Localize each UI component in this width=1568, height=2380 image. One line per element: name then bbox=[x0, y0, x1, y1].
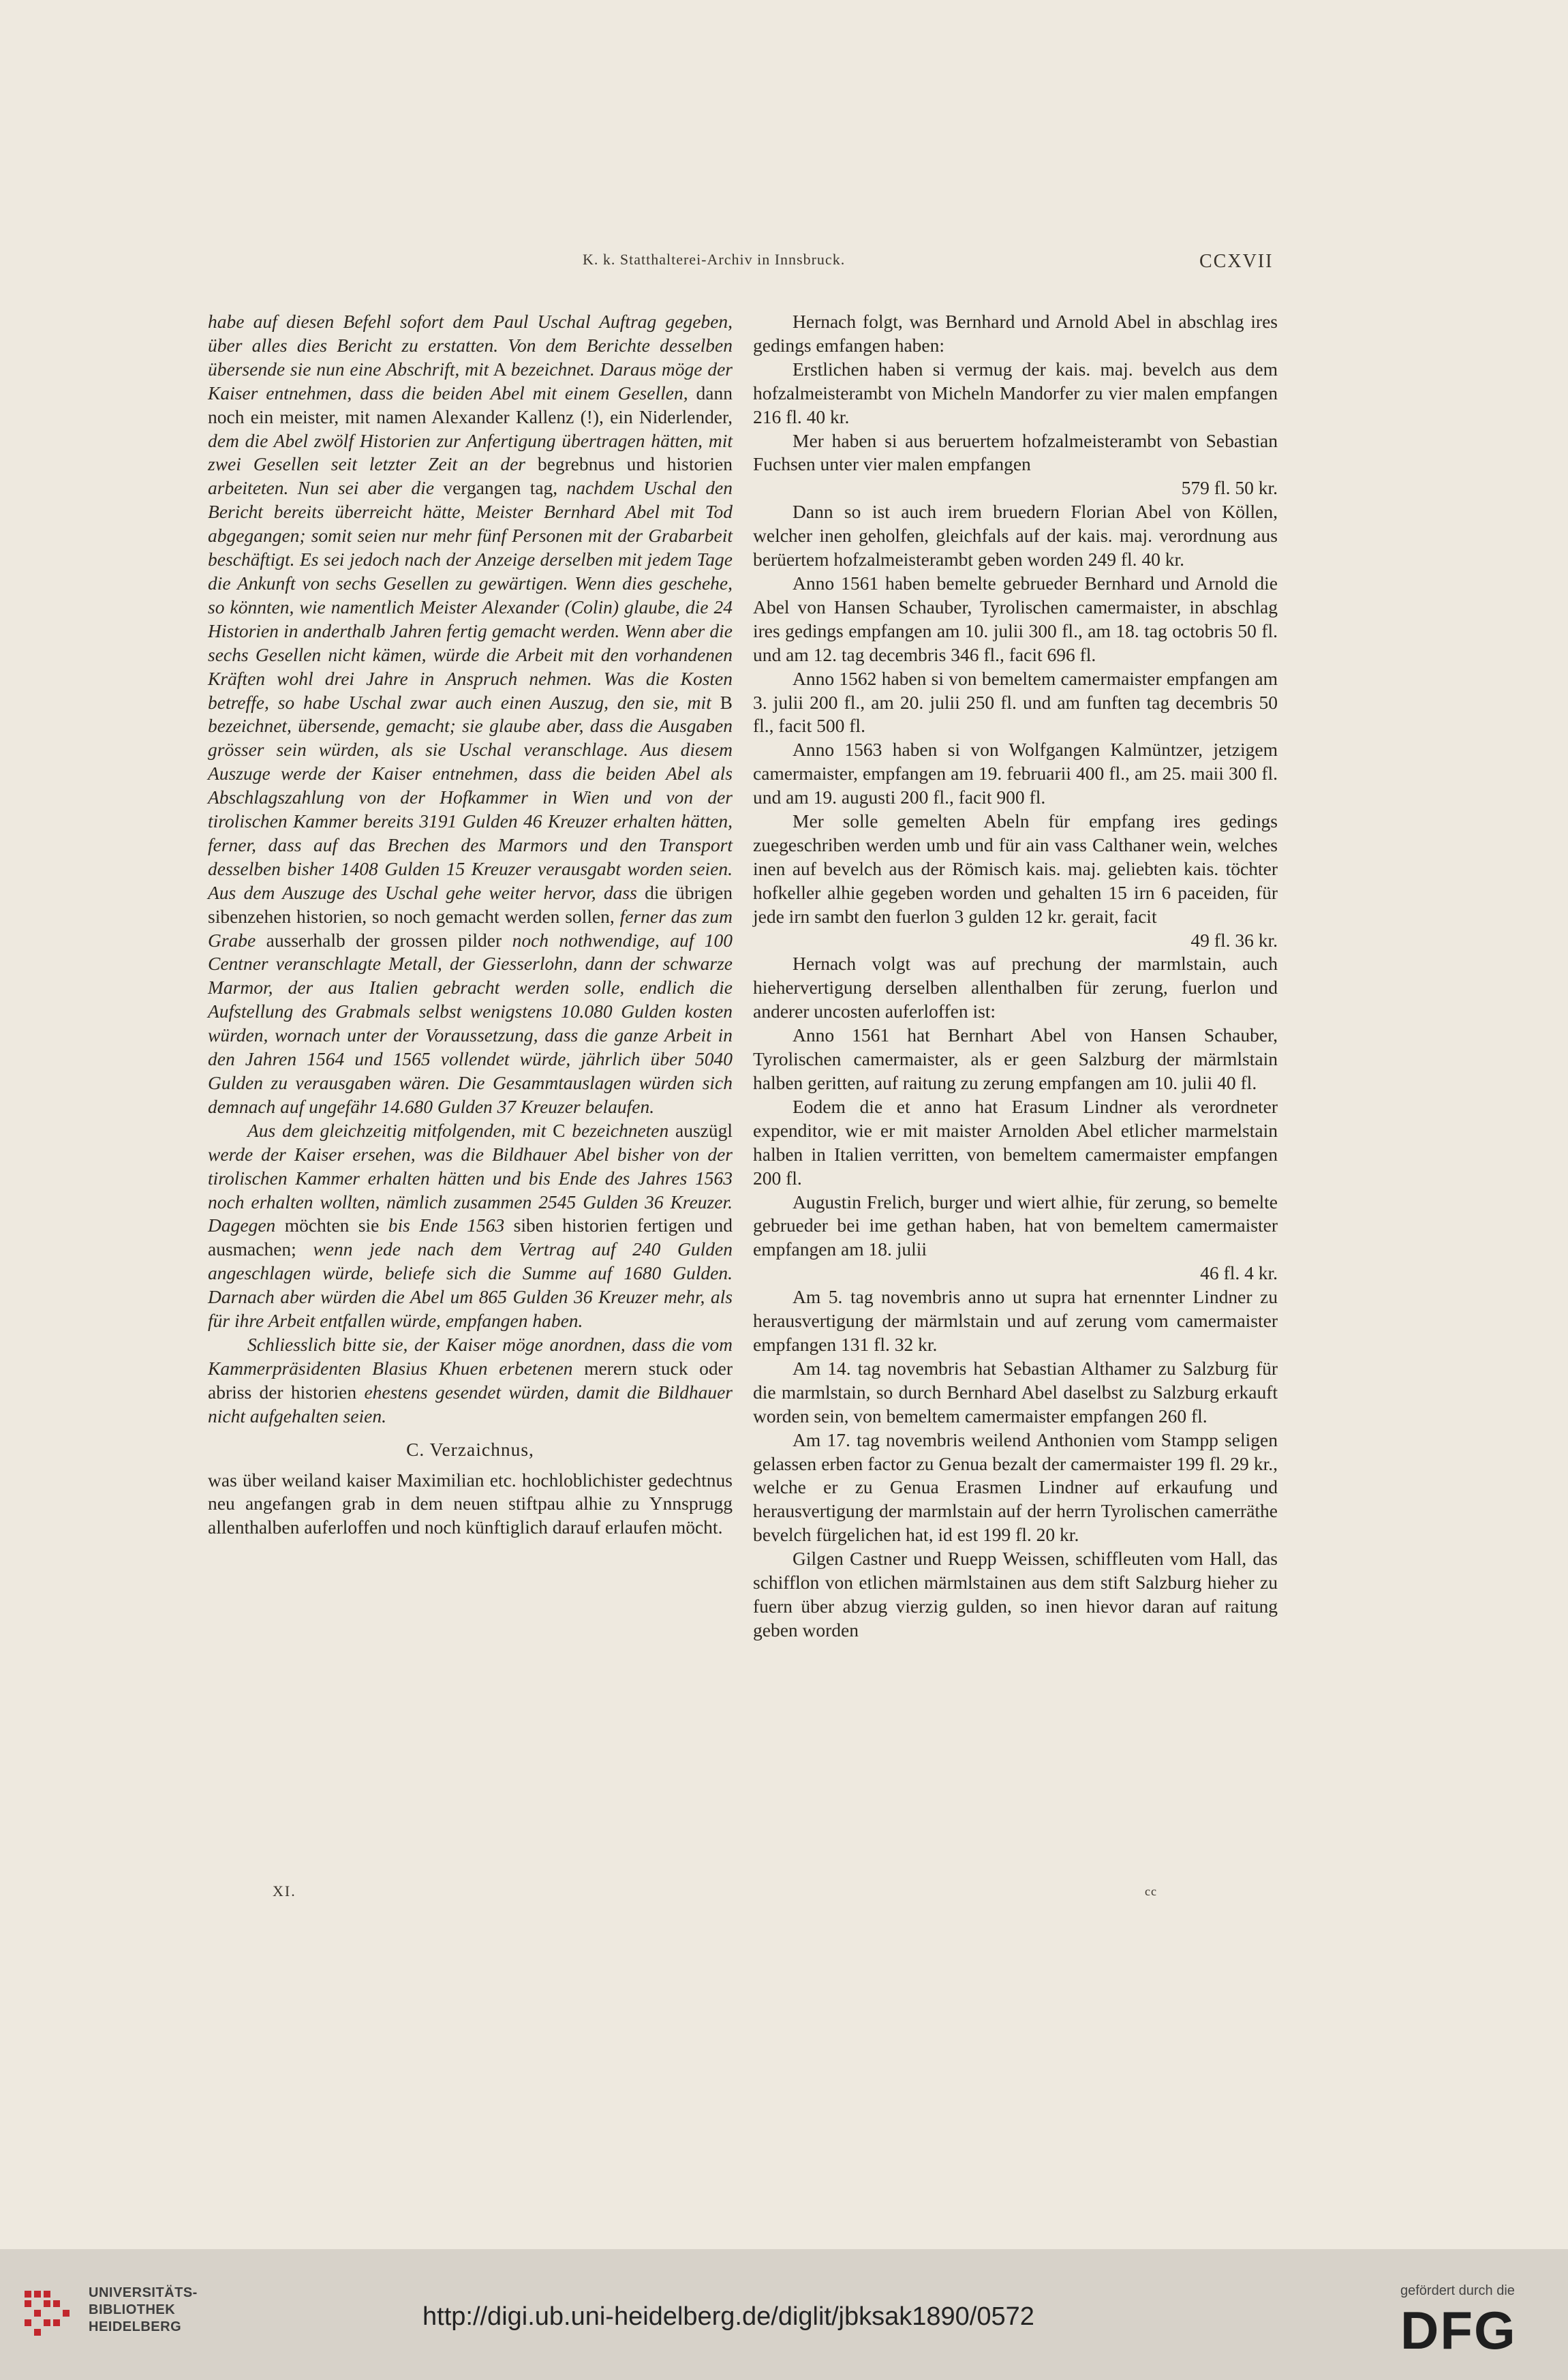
right-column bbox=[753, 310, 1278, 1643]
signature-mark-left: XI. bbox=[273, 1882, 296, 1900]
entry: Am 14. tag novembris hat Sebastian Althamer zu Salzburg für die marmlstain, so durch Bernhard Abel daselbst zu Salzburg erkauft worden sein, von bemeltem camermaister empfangen 260 fl. bbox=[753, 1357, 1278, 1427]
library-name bbox=[89, 2285, 198, 2336]
entry: Mer haben si aus beruertem hofzalmeisterambt von Sebastian Fuchsen unter vier malen empfangen bbox=[753, 429, 1278, 475]
paragraph-summary-closing: Schliesslich bitte sie, der Kaiser möge anordnen, dass die vom Kammerpräsidenten Blasius Khuen erbetenen merern stuck oder abriss der historien ehestens gesendet würden, damit die Bildhauer nicht aufgehalten seien. bbox=[208, 1333, 733, 1427]
entry: Gilgen Castner und Ruepp Weissen, schiffleuten vom Hall, das schifflon von etlichen märmlstainen aus dem stift Salzburg hieher zu fuern über abzug vierzig gulden, so inen hievor daran auf raitung geben worden bbox=[753, 1548, 1278, 1641]
page-number: CCXVII bbox=[1199, 251, 1274, 272]
running-head: K. k. Statthalterei-Archiv in Innsbruck. bbox=[583, 251, 846, 268]
left-column bbox=[208, 310, 733, 1540]
entry-amount: 49 fl. 36 kr. bbox=[1190, 929, 1278, 951]
entry: Dann so ist auch irem bruedern Florian Abel von Köllen, welcher inen geholfen, gleichfals auf der kais. maj. verordnung aus berüertem hofzalmeisterambt geben worden 249 fl. 40 kr. bbox=[753, 501, 1278, 570]
entry: Eodem die et anno hat Erasum Lindner als verordneter expenditor, wie er mit maister Arnolden Abel etlicher marmelstain halben in Italien verritten, von bemeltem camermaister empfangen 200 fl. bbox=[753, 1095, 1278, 1189]
entry-amount: 579 fl. 50 kr. bbox=[1181, 477, 1278, 499]
library-name-line: UNIVERSITÄTS- bbox=[89, 2285, 198, 2300]
entry: Anno 1561 hat Bernhart Abel von Hansen Schauber, Tyrolischen camermaister, als er geen Salzburg der märmlstain halben geritten, auf raitung zu zerung empfangen am 10. julii 40 fl. bbox=[753, 1024, 1278, 1093]
paragraph-summary: habe auf diesen Befehl sofort dem Paul Uschal Auftrag gegeben, über alles dies Bericht zu erstatten. Von dem Berichte desselben übersende sie nun eine Abschrift, mit A bezeichnet. Daraus möge der Kaiser entnehmen, dass die beiden Abel mit einem Gesellen, dann noch ein meister, mit namen Alexander Kallenz (!), ein Niderlender, dem die Abel zwölf Historien zur Anfertigung übertragen hätten, mit zwei Gesellen seit letzter Zeit an der begrebnus und historien arbeiteten. Nun sei aber die vergangen tag, nachdem Uschal den Bericht bereits überreicht hätte, Meister Bernhard Abel mit Tod abgegangen; somit seien nur mehr fünf Personen mit der Grabarbeit beschäftigt. Es sei jedoch nach der Anzeige derselben mit jedem Tage die Ankunft von sechs Gesellen zu gewärtigen. Wenn dies geschehe, so könnten, wie namentlich Meister Alexander (Colin) glaube, die 24 Historien in anderthalb Jahren fertig gemacht werden. Wenn aber die sechs Gesellen nicht kämen, würde die Arbeit mit den vorhandenen Kräften wohl drei Jahre in Anspruch nehmen. Was die Kosten betreffe, so habe Uschal zwar auch einen Auszug, den sie, mit B bezeichnet, übersende, gemacht; sie glaube aber, dass die Ausgaben grösser sein würden, als sie Uschal veranschlage. Aus diesem Auszuge werde der Kaiser entnehmen, dass die beiden Abel als Abschlagszahlung von der Hofkammer in Wien und von der tirolischen Kammer bereits 3191 Gulden 46 Kreuzer erhalten hätten, ferner, dass auf das Brechen des Marmors und den Transport desselben bisher 1408 Gulden 15 Kreuzer verausgabt worden seien. Aus dem Auszuge des Uschal gehe weiter hervor, dass die übrigen sibenzehen historien, so noch gemacht werden sollen, ferner das zum Grabe ausserhalb der grossen pilder noch nothwendige, auf 100 Centner veranschlagte Metall, der Giesserlohn, dann der schwarze Marmor, der aus Italien gebracht werden solle, endlich die Aufstellung des Grabmals selbst wenigstens 10.080 Gulden kosten würden, wornach unter der Voraussetzung, dass die ganze Arbeit in den Jahren 1564 und 1565 vollendet würde, jährlich über 5040 Gulden zu verausgaben wären. Die Gesammtauslagen würden sich demnach auf ungefähr 14.680 Gulden 37 Kreuzer belaufen. bbox=[208, 311, 733, 1117]
entry: Augustin Frelich, burger und wiert alhie, für zerung, so bemelte gebrueder bei ime gethan haben, hat von bemeltem camermaister empfangen am 18. julii bbox=[753, 1191, 1278, 1260]
entry: Anno 1562 haben si von bemeltem camermaister empfangen am 3. julii 200 fl., am 20. julii 250 fl. und am funften tag decembris 50 fl., facit 500 fl. bbox=[753, 667, 1278, 737]
entry: Mer solle gemelten Abeln für empfang ires gedings zuegeschriben werden umb und für ain vass Calthaner wein, welches inen auf bevelch aus der Römisch kais. maj. geliebten kais. töchter hofkeller alhie gegeben worden und gehalten 15 irn 6 paceiden, für jede irn sambt den fuerlon 3 gulden 12 kr. gerait, facit bbox=[753, 810, 1278, 927]
paragraph-summary-c: Aus dem gleichzeitig mitfolgenden, mit C bezeichneten auszügl werde der Kaiser ersehen, was die Bildhauer Abel bisher von der tirolischen Kammer erhalten hätten und bis Ende des Jahres 1563 noch erhalten wollten, nämlich zusammen 2545 Gulden 36 Kreuzer. Dagegen möchten sie bis Ende 1563 siben historien fertigen und ausmachen; wenn jede nach dem Vertrag auf 240 Gulden angeschlagen würde, beliefe sich die Summe auf 1680 Gulden. Darnach aber würden die Abel um 865 Gulden 36 Kreuzer mehr, als für ihre Arbeit entfallen würde, empfangen haben. bbox=[208, 1119, 733, 1332]
signature-mark-right: cc bbox=[1145, 1885, 1157, 1898]
section-heading: C. Verzaichnus, bbox=[406, 1438, 534, 1460]
entry-amount: 46 fl. 4 kr. bbox=[1200, 1262, 1278, 1284]
footer-bar bbox=[0, 2249, 1568, 2380]
entry: Am 5. tag novembris anno ut supra hat ernennter Lindner zu herausvertigung der märmlstain und auf zerung vom camermaister empfangen 131 fl. 32 kr. bbox=[753, 1286, 1278, 1355]
entry: Anno 1561 haben bemelte gebrueder Bernhard und Arnold die Abel von Hansen Schauber, Tyrolischen camermaister, in abschlag ires gedings empfangen am 10. julii 300 fl., am 18. tag octobris 50 fl. und am 12. tag decembris 346 fl., facit 696 fl. bbox=[753, 572, 1278, 665]
entry: Am 17. tag novembris weilend Anthonien vom Stampp seligen gelassen erben factor zu Genua bezalt der camermaister 199 fl. 29 kr., welche er zu Genua Erasmen Lindner auf erkaufung und herausvertigung der marmlstain auf der herrn Tyrolischen camerräthe bevelch fürgelichen hat, id est 199 fl. 20 kr. bbox=[753, 1429, 1278, 1546]
library-name-line: BIBLIOTHEK bbox=[89, 2302, 176, 2317]
entry: Hernach volgt was auf prechung der marmlstain, auch hiehervertigung derselben allenthalben für zerung, fuerlon und anderer uncosten auferloffen ist: bbox=[753, 953, 1278, 1022]
permalink-url[interactable]: http://digi.ub.uni-heidelberg.de/diglit/jbksak1890/0572 bbox=[422, 2302, 1034, 2331]
library-name-line: HEIDELBERG bbox=[89, 2319, 182, 2334]
paragraph-verzaichnus: was über weiland kaiser Maximilian etc. hochloblichister gedechtnus neu angefangen grab in dem neuen stiftpau alhie zu Ynnsprugg allenthalben auferloffen und noch künftiglich darauf erlaufen möcht. bbox=[208, 1469, 733, 1538]
university-logo-icon bbox=[22, 2287, 80, 2341]
funding-note: gefördert durch die bbox=[1400, 2283, 1515, 2298]
entry: Anno 1563 haben si von Wolfgangen Kalmüntzer, jetzigem camermaister, empfangen am 19. februarii 400 fl., am 25. maii 300 fl. und am 19. augusti 200 fl., facit 900 fl. bbox=[753, 739, 1278, 808]
entry: Erstlichen haben si vermug der kais. maj. bevelch aus dem hofzalmeisterambt von Micheln Mandorfer zu vier malen empfangen 216 fl. 40 kr. bbox=[753, 358, 1278, 427]
entry: Hernach folgt, was Bernhard und Arnold Abel in abschlag ires gedings emfangen haben: bbox=[753, 311, 1278, 356]
dfg-logo: DFG bbox=[1400, 2300, 1517, 2360]
